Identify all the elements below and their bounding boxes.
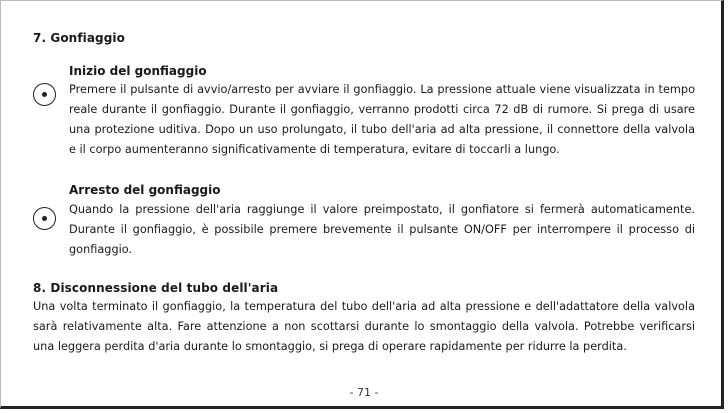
subsection-title-arresto: Arresto del gonfiaggio <box>69 183 221 197</box>
section-heading-disconnessione: 8. Disconnessione del tubo dell'aria <box>33 281 279 295</box>
section-heading-gonfiaggio: 7. Gonfiaggio <box>33 31 125 45</box>
page-number: - 71 - <box>349 386 379 399</box>
radio-bullet-icon <box>33 83 56 106</box>
section-body-disconnessione: Una volta terminato il gonfiaggio, la temperatura del tubo dell'aria ad alta pressione e dell'adattatore della valvola sarà relativamente alta. Fare attenzione a non scottarsi durante lo smontaggio della valvola. Potrebbe verificarsi una leggera perdita d'aria durante lo smontaggio, si prega di operare rapidamente per ridurre la perdita. <box>33 300 695 353</box>
subsection-body-inizio: Premere il pulsante di avvio/arresto per avviare il gonfiaggio. La pressione attuale viene visualizzata in tempo reale durante il gonfiaggio. Durante il gonfiaggio, verranno prodotti circa 72 dB di rumore. Si prega di usare una protezione uditiva. Dopo un uso prolungato, il tubo dell'aria ad alta pressione, il connettore della valvola e il corpo aumenteranno significativamente di temperatura, evitare di toccarli a lungo. <box>69 83 695 156</box>
radio-bullet-icon <box>33 207 56 230</box>
bullet-dot-icon <box>42 216 47 221</box>
subsection-body-arresto: Quando la pressione dell'aria raggiunge il valore preimpostato, il gonfiatore si fermerà automaticamente. Durante il gonfiaggio, è possibile premere brevemente il pulsante ON/OFF per interrompere il processo di gonfiaggio. <box>69 203 695 256</box>
bullet-dot-icon <box>42 92 47 97</box>
subsection-title-inizio: Inizio del gonfiaggio <box>69 64 207 78</box>
